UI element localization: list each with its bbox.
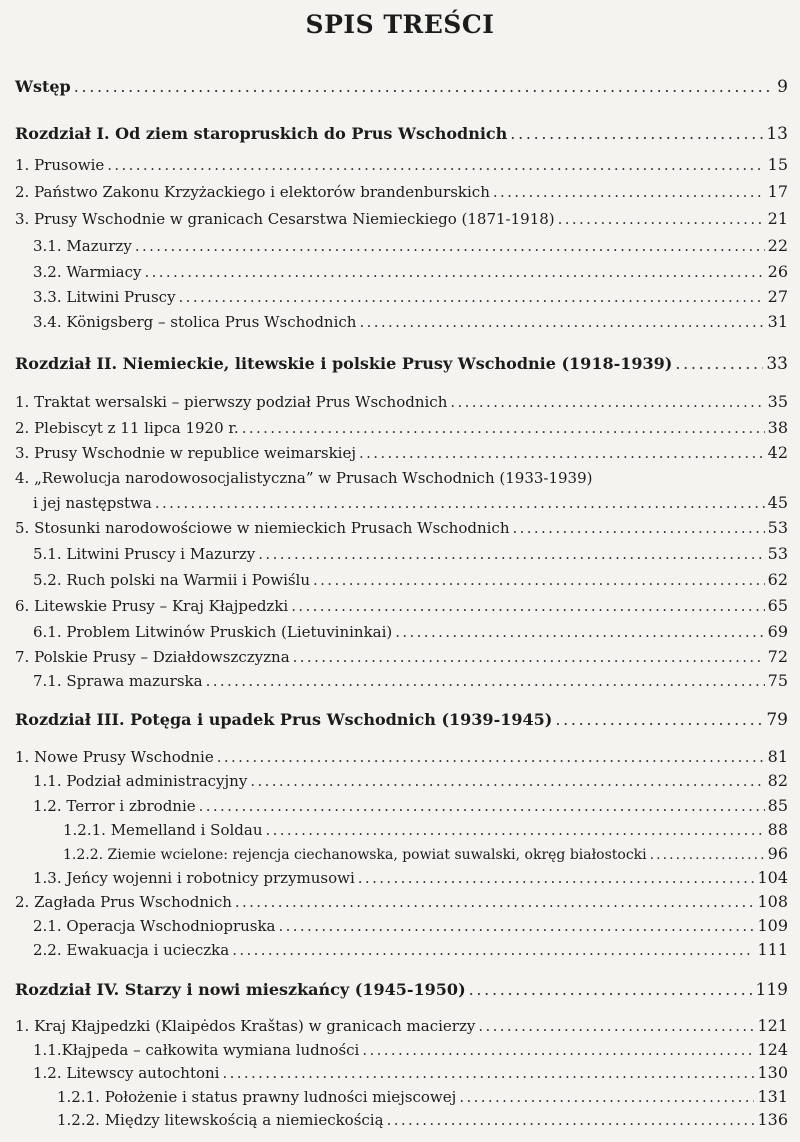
leader-dots	[359, 312, 764, 332]
toc-label: Wstęp	[15, 77, 71, 96]
toc-page: 81	[767, 747, 788, 766]
toc-entry[interactable]	[33, 262, 788, 282]
leader-dots	[242, 418, 765, 438]
toc-page: 96	[767, 844, 788, 863]
leader-dots	[135, 236, 765, 256]
toc-page: 69	[767, 622, 788, 641]
toc-entry[interactable]	[63, 844, 788, 865]
toc-label: 1.2.1. Położenie i status prawny ludności miejscowej	[57, 1088, 457, 1106]
leader-dots	[469, 980, 753, 1000]
toc-chapter-1[interactable]	[15, 124, 788, 144]
toc-entry[interactable]	[33, 771, 788, 791]
toc-label: 7.1. Sprawa mazurska	[33, 672, 203, 690]
leader-dots	[250, 771, 764, 791]
leader-dots	[235, 892, 755, 912]
leader-dots	[459, 1087, 754, 1107]
toc-entry[interactable]	[33, 916, 788, 936]
toc-entry[interactable]	[33, 493, 788, 513]
leader-dots	[107, 155, 764, 175]
toc-page: 121	[757, 1016, 788, 1035]
leader-dots	[675, 354, 763, 374]
toc-chapter-2[interactable]	[15, 354, 788, 374]
toc-page: 136	[757, 1110, 788, 1129]
toc-page: 104	[757, 868, 788, 887]
toc-entry[interactable]	[33, 287, 788, 307]
toc-label: 3. Prusy Wschodnie w republice weimarskiej	[15, 444, 356, 462]
toc-entry[interactable]	[33, 1063, 788, 1083]
toc-entry[interactable]	[15, 747, 788, 767]
toc-label: 1.1. Podział administracyjny	[33, 772, 248, 790]
toc-label: 6. Litewskie Prusy – Kraj Kłajpedzki	[15, 597, 289, 615]
toc-entry[interactable]	[15, 518, 788, 538]
toc-page: 82	[767, 771, 788, 790]
leader-dots	[74, 77, 774, 97]
leader-dots	[258, 544, 764, 564]
toc-label: 1.2.2. Między litewskością a niemieckością	[57, 1111, 384, 1129]
toc-label: 1. Prusowie	[15, 156, 105, 174]
toc-label: 1.2.1. Memelland i Soldau	[63, 821, 263, 839]
toc-entry[interactable]	[33, 796, 788, 816]
leader-dots	[179, 287, 765, 307]
toc-entry[interactable]	[57, 1110, 788, 1130]
toc-entry[interactable]	[63, 820, 788, 840]
toc-page: 35	[767, 392, 788, 411]
toc-page: 45	[767, 493, 788, 512]
leader-dots	[313, 570, 765, 590]
toc-label: 2. Państwo Zakonu Krzyżackiego i elektorów brandenburskich	[15, 183, 490, 201]
toc-label: 3.3. Litwini Pruscy	[33, 288, 176, 306]
toc-page: 13	[766, 124, 788, 144]
toc-page: 111	[757, 940, 788, 959]
toc-entry[interactable]	[33, 570, 788, 590]
toc-page: 109	[757, 916, 788, 935]
leader-dots	[493, 182, 765, 202]
toc-page: 72	[767, 647, 788, 666]
toc-page: 119	[755, 980, 788, 1000]
leader-dots	[199, 796, 765, 816]
toc-chapter-4[interactable]	[15, 980, 788, 1000]
toc-page: 26	[767, 262, 788, 281]
toc-label: 2. Zagłada Prus Wschodnich	[15, 893, 232, 911]
leader-dots	[650, 845, 765, 865]
toc-label: Rozdział I. Od ziem staropruskich do Prus Wschodnich	[15, 124, 508, 143]
toc-label: i jej następstwa	[33, 494, 152, 512]
leader-dots	[450, 392, 764, 412]
toc-page: 27	[767, 287, 788, 306]
toc-label: 2.1. Operacja Wschodniopruska	[33, 917, 276, 935]
page-title: SPIS TREŚCI	[305, 10, 495, 39]
leader-dots	[232, 940, 754, 960]
toc-page: 53	[767, 518, 788, 537]
toc-page: 22	[767, 236, 788, 255]
leader-dots	[279, 916, 755, 936]
leader-dots	[217, 747, 765, 767]
toc-label: 3.1. Mazurzy	[33, 237, 132, 255]
toc-page: 62	[767, 570, 788, 589]
leader-dots	[558, 209, 765, 229]
leader-dots	[478, 1016, 754, 1036]
toc-page: 53	[767, 544, 788, 563]
leader-dots	[513, 518, 765, 538]
leader-dots	[222, 1063, 754, 1083]
toc-page: 42	[767, 443, 788, 462]
toc-entry[interactable]	[15, 892, 788, 912]
leader-dots	[387, 1110, 755, 1130]
toc-entry[interactable]	[33, 868, 788, 888]
toc-page: 33	[766, 354, 788, 374]
toc-page: 85	[767, 796, 788, 815]
toc-entry[interactable]	[15, 1016, 788, 1036]
toc-label: 3.4. Königsberg – stolica Prus Wschodnich	[33, 313, 357, 331]
toc-label: 1. Traktat wersalski – pierwszy podział Prus Wschodnich	[15, 393, 448, 411]
toc-label: 5.2. Ruch polski na Warmii i Powiślu	[33, 571, 311, 589]
toc-label: 1.2.2. Ziemie wcielone: rejencja ciechanowska, powiat suwalski, okręg białostocki	[63, 847, 647, 863]
toc-label: 3. Prusy Wschodnie w granicach Cesarstwa Niemieckiego (1871-1918)	[15, 210, 555, 228]
toc-label: 1.1.Kłajpeda – całkowita wymiana ludności	[33, 1041, 360, 1059]
toc-entry[interactable]	[33, 544, 788, 564]
toc-entry[interactable]	[33, 1040, 788, 1060]
toc-entry[interactable]	[15, 418, 788, 438]
toc-label: 1.2. Terror i zbrodnie	[33, 797, 196, 815]
leader-dots	[362, 1040, 754, 1060]
toc-page: 131	[757, 1087, 788, 1106]
toc-entry[interactable]	[15, 392, 788, 412]
toc-intro[interactable]	[15, 77, 788, 97]
toc-page: 31	[767, 312, 788, 331]
toc-label: 1. Kraj Kłajpedzki (Klaipėdos Kraštas) w granicach macierzy	[15, 1017, 476, 1035]
toc-label: 1.2. Litewscy autochtoni	[33, 1064, 220, 1082]
toc-page: 9	[777, 77, 788, 97]
leader-dots	[155, 493, 765, 513]
toc-page: 130	[757, 1063, 788, 1082]
toc-entry[interactable]	[33, 671, 788, 691]
toc-entry[interactable]	[15, 209, 788, 229]
toc-label: 5.1. Litwini Pruscy i Mazurzy	[33, 545, 256, 563]
toc-entry[interactable]	[15, 182, 788, 202]
toc-entry[interactable]	[15, 647, 788, 667]
leader-dots	[206, 671, 765, 691]
toc-label: 1. Nowe Prusy Wschodnie	[15, 748, 214, 766]
toc-label: 2. Plebiscyt z 11 lipca 1920 r.	[15, 419, 239, 437]
toc-label: Rozdział IV. Starzy i nowi mieszkańcy (1945-1950)	[15, 980, 466, 999]
toc-page: 79	[766, 710, 788, 730]
toc-entry[interactable]	[15, 155, 788, 175]
toc-entry[interactable]	[57, 1087, 788, 1107]
leader-dots	[293, 647, 765, 667]
toc-label: 6.1. Problem Litwinów Pruskich (Lietuvininkai)	[33, 623, 393, 641]
toc-entry[interactable]	[33, 236, 788, 256]
toc-entry[interactable]	[15, 443, 788, 463]
leader-dots	[358, 868, 755, 888]
toc-label: 7. Polskie Prusy – Działdowszczyzna	[15, 648, 290, 666]
toc-page: 88	[767, 820, 788, 839]
toc-page: 15	[767, 155, 788, 174]
toc-entry[interactable]	[15, 596, 788, 616]
toc-label: 2.2. Ewakuacja i ucieczka	[33, 941, 230, 959]
leader-dots	[555, 710, 763, 730]
toc-chapter-3[interactable]	[15, 710, 788, 730]
leader-dots	[395, 622, 764, 642]
toc-entry[interactable]	[33, 622, 788, 642]
toc-page: 124	[757, 1040, 788, 1059]
leader-dots	[265, 820, 764, 840]
leader-dots	[144, 262, 764, 282]
toc-label: 5. Stosunki narodowościowe w niemieckich Prusach Wschodnich	[15, 519, 510, 537]
leader-dots	[510, 124, 763, 144]
toc-page: 75	[767, 671, 788, 690]
toc-page: 108	[757, 892, 788, 911]
toc-label: Rozdział III. Potęga i upadek Prus Wschodnich (1939-1945)	[15, 710, 553, 729]
toc-label: Rozdział II. Niemieckie, litewskie i polskie Prusy Wschodnie (1918-1939)	[15, 354, 673, 373]
toc-page: 65	[767, 596, 788, 615]
toc-page: 21	[767, 209, 788, 228]
toc-entry[interactable]	[33, 312, 788, 332]
toc-label: 3.2. Warmiacy	[33, 263, 142, 281]
toc-entry-line[interactable]: 4. „Rewolucja narodowosocjalistyczna” w Prusach Wschodnich (1933-1939)	[15, 469, 593, 487]
leader-dots	[291, 596, 764, 616]
toc-label: 1.3. Jeńcy wojenni i robotnicy przymusowi	[33, 869, 355, 887]
toc-entry[interactable]	[33, 940, 788, 960]
leader-dots	[359, 443, 765, 463]
toc-page: 17	[767, 182, 788, 201]
toc-page: 38	[767, 418, 788, 437]
